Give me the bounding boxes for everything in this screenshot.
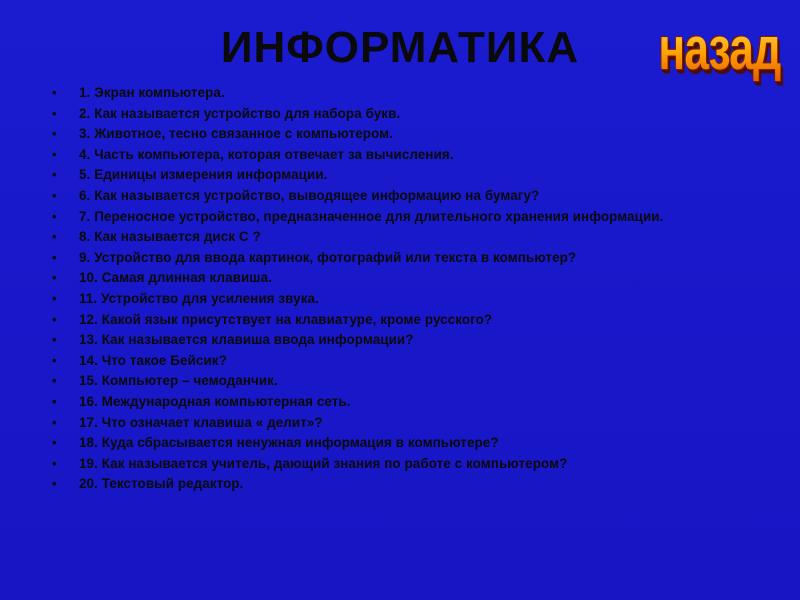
- question-item: [52, 434, 752, 451]
- question-item: [52, 311, 752, 328]
- question-item: [52, 146, 752, 163]
- question-item: [52, 228, 752, 245]
- question-text: 16. Международная компьютерная сеть.: [79, 393, 351, 409]
- bullet-icon: •: [52, 105, 57, 121]
- question-text: 3. Животное, тесно связанное с компьютером.: [79, 126, 394, 142]
- bullet-icon: •: [52, 290, 57, 306]
- bullet-icon: •: [52, 393, 57, 409]
- question-item: [52, 187, 752, 204]
- question-item: [52, 331, 752, 348]
- bullet-icon: •: [52, 311, 57, 327]
- back-button[interactable]: [660, 14, 778, 84]
- question-text: 6. Как называется устройство, выводящее информацию на бумагу?: [79, 187, 540, 203]
- question-item: [52, 414, 752, 431]
- question-text: 19. Как называется учитель, дающий знания по работе с компьютером?: [79, 455, 568, 471]
- question-text: 8. Как называется диск С ?: [79, 229, 261, 245]
- question-item: [52, 372, 752, 389]
- bullet-icon: •: [52, 229, 57, 245]
- question-text: 4. Часть компьютера, которая отвечает за вычисления.: [79, 146, 454, 162]
- bullet-icon: •: [52, 414, 57, 430]
- question-text: 14. Что такое Бейсик?: [79, 352, 227, 368]
- question-item: [52, 455, 752, 472]
- bullet-icon: •: [52, 476, 57, 492]
- question-text: 10. Самая длинная клавиша.: [79, 270, 272, 286]
- question-text: 20. Текстовый редактор.: [79, 476, 244, 492]
- question-item: [52, 290, 752, 307]
- bullet-icon: •: [52, 373, 57, 389]
- bullet-icon: •: [52, 208, 57, 224]
- question-list: [52, 84, 752, 496]
- question-item: [52, 84, 752, 101]
- bullet-icon: •: [52, 249, 57, 265]
- question-item: [52, 249, 752, 266]
- question-item: [52, 105, 752, 122]
- question-text: 5. Единицы измерения информации.: [79, 167, 328, 183]
- bullet-icon: •: [52, 85, 57, 100]
- question-text: 15. Компьютер – чемоданчик.: [79, 373, 278, 389]
- question-item: [52, 352, 752, 369]
- question-item: [52, 166, 752, 183]
- bullet-icon: •: [52, 352, 57, 368]
- question-text: 12. Какой язык присутствует на клавиатуре, кроме русского?: [79, 311, 493, 327]
- question-item: [52, 393, 752, 410]
- question-text: 13. Как называется клавиша ввода информации?: [79, 332, 414, 348]
- question-item: [52, 125, 752, 142]
- question-item: [52, 208, 752, 225]
- question-text: 1. Экран компьютера.: [79, 85, 225, 100]
- question-text: 11. Устройство для усиления звука.: [79, 290, 319, 306]
- question-text: 9. Устройство для ввода картинок, фотографий или текста в компьютер?: [79, 249, 577, 265]
- question-text: 2. Как называется устройство для набора букв.: [79, 105, 401, 121]
- bullet-icon: •: [52, 126, 57, 142]
- question-text: 7. Переносное устройство, предназначенное для длительного хранения информации.: [79, 208, 664, 224]
- bullet-icon: •: [52, 455, 57, 471]
- question-text: 18. Куда сбрасывается ненужная информация в компьютере?: [79, 435, 499, 451]
- slide-title: ИНФОРМАТИКА: [220, 23, 580, 72]
- question-text: 17. Что означает клавиша « делит»?: [79, 414, 323, 430]
- bullet-icon: •: [52, 270, 57, 286]
- bullet-icon: •: [52, 435, 57, 451]
- back-button-label: назад: [658, 15, 780, 83]
- question-item: [52, 269, 752, 286]
- bullet-icon: •: [52, 187, 57, 203]
- question-item: [52, 475, 752, 492]
- bullet-icon: •: [52, 332, 57, 348]
- bullet-icon: •: [52, 146, 57, 162]
- bullet-icon: •: [52, 167, 57, 183]
